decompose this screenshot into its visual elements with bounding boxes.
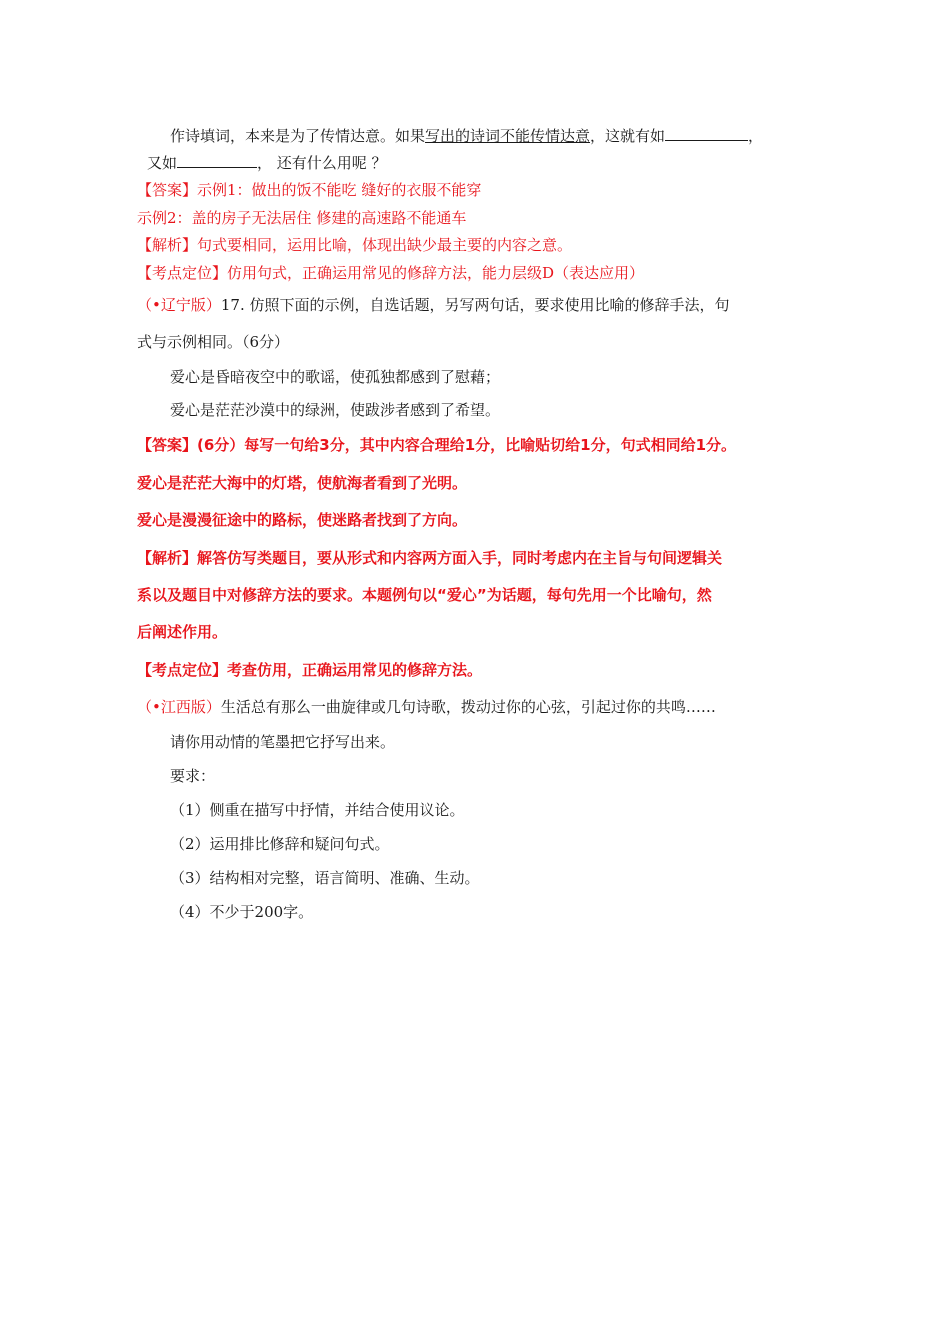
q3-requirement-2: （2）运用排比修辞和疑问句式。	[170, 835, 390, 853]
q2-answer-line-2: 爱心是漫漫征途中的路标，使迷路者找到了方向。	[137, 511, 468, 529]
q2-source: （•辽宁版）	[137, 296, 221, 314]
q1-line2	[147, 152, 387, 173]
q1-text: 作诗填词，本来是为了传情达意。如果	[170, 127, 426, 145]
fill-blank-2[interactable]	[177, 152, 257, 168]
q1-analysis: 【解析】句式要相同，运用比喻，体现出缺少最主要的内容之意。	[137, 236, 573, 254]
q3-source: （•江西版）	[137, 698, 221, 716]
q2-point: 【考点定位】考查仿用，正确运用常见的修辞方法。	[137, 661, 483, 679]
q1-answer-1: 【答案】示例1：做出的饭不能吃 缝好的衣服不能穿	[137, 181, 482, 199]
q1-line1	[170, 125, 763, 146]
fill-blank-1[interactable]	[665, 125, 748, 141]
q3-requirement-1: （1）侧重在描写中抒情，并结合使用议论。	[170, 801, 465, 819]
q1-text: ，	[748, 127, 764, 145]
q1-answer-2: 示例2：盖的房子无法居住 修建的高速路不能通车	[137, 209, 467, 227]
q2-analysis-3: 后阐述作用。	[137, 623, 228, 641]
q3-stem-line2: 请你用动情的笔墨把它抒写出来。	[170, 733, 396, 751]
q3-stem-line1	[137, 697, 716, 717]
q2-example-1: 爱心是昏暗夜空中的歌谣，使孤独都感到了慰藉；	[170, 368, 501, 386]
q1-underlined-text: 写出的诗词不能传情达意	[425, 127, 591, 145]
q3-requirements-label: 要求：	[170, 767, 216, 785]
q3-requirement-4: （4）不少于200字。	[170, 903, 314, 921]
q2-stem-line2: 式与示例相同。（6分）	[137, 333, 290, 351]
q2-stem-line1	[137, 295, 730, 315]
q1-text: ，这就有如	[590, 127, 666, 145]
q2-analysis-1: 【解析】解答仿写类题目，要从形式和内容两方面入手，同时考虑内在主旨与句间逻辑关	[137, 549, 723, 567]
q2-answer: 【答案】(6分）每写一句给3分，其中内容合理给1分，比喻贴切给1分，句式相同给1分。	[137, 436, 737, 454]
q2-analysis-2: 系以及题目中对修辞方法的要求。本题例句以“爱心”为话题，每句先用一个比喻句，然	[137, 586, 712, 604]
q2-answer-line-1: 爱心是茫茫大海中的灯塔，使航海者看到了光明。	[137, 474, 468, 492]
q2-example-2: 爱心是茫茫沙漠中的绿洲，使跋涉者感到了希望。	[170, 401, 501, 419]
q1-text: ， 还有什么用呢 ？	[257, 154, 387, 172]
q1-point: 【考点定位】仿用句式，正确运用常见的修辞方法，能力层级D（表达应用）	[137, 264, 645, 282]
q2-stem-text: 17. 仿照下面的示例，自选话题，另写两句话，要求使用比喻的修辞手法，句	[220, 296, 730, 314]
q3-requirement-3: （3）结构相对完整，语言简明、准确、生动。	[170, 869, 480, 887]
q1-text: 又如	[147, 154, 178, 172]
q3-stem-text: 生活总有那么一曲旋律或几句诗歌，拨动过你的心弦，引起过你的共鸣……	[220, 698, 716, 716]
